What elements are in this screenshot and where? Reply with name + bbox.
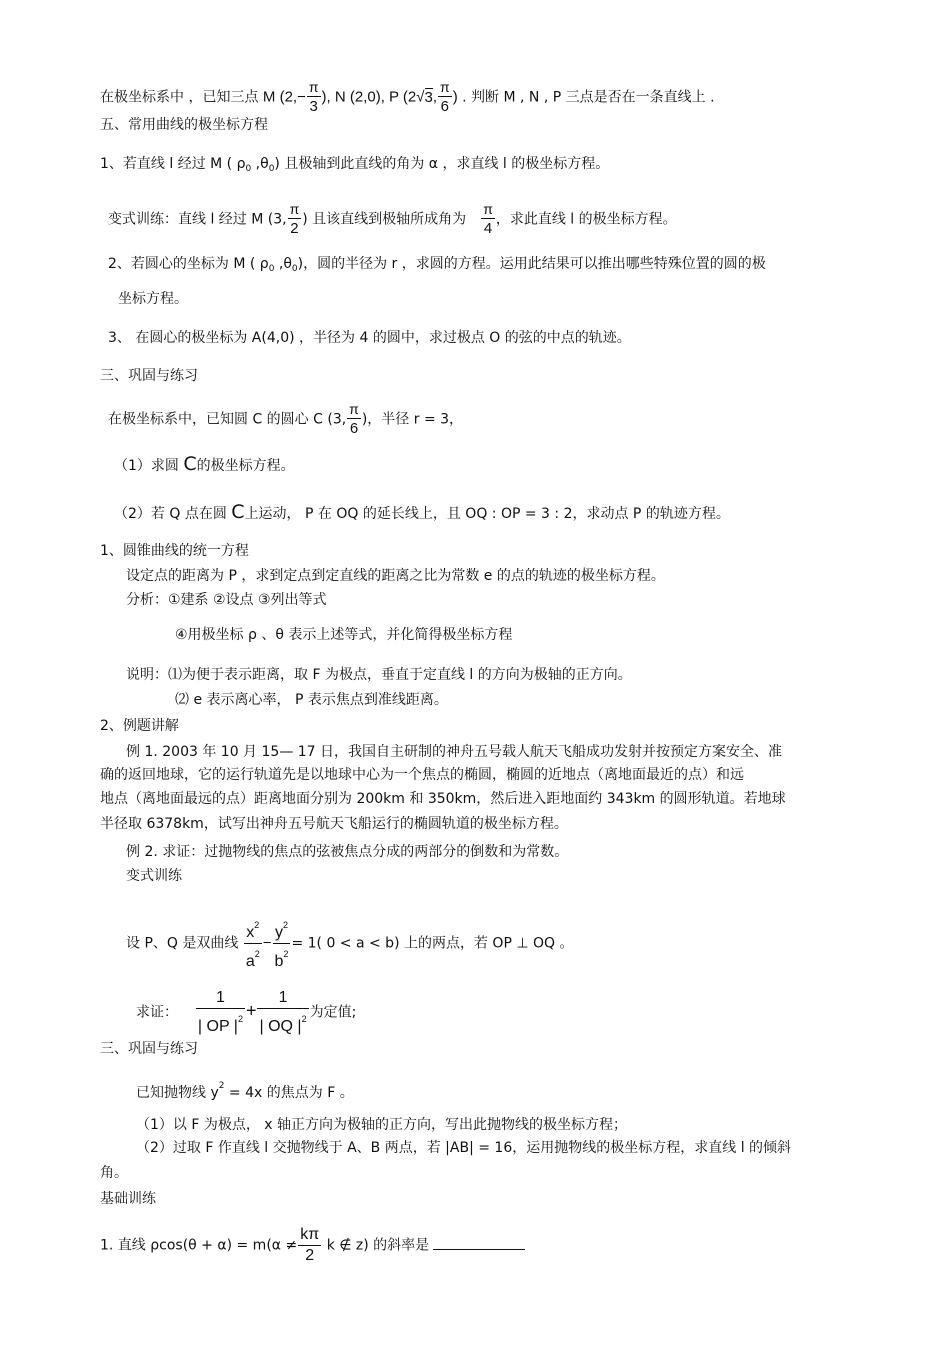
parabola-part-1: （1）以 F 为极点， x 轴正方向为极轴的正方向，写出此抛物线的极坐标方程；: [136, 1117, 628, 1133]
fraction-pi-6b: $\frac{\pi}{6}$: [349, 401, 359, 437]
example-1-line-4: 半径取 6378km，试写出神舟五号航天飞船运行的椭圆轨道的极坐标方程。: [100, 816, 568, 832]
hyperbola-problem: 设 P、Q 是双曲线 $\frac{x^2}{a^2}$ − $\frac{y^2}{b^2}$ = 1( 0 < a < b) 上的两点，若 OP ⊥ OQ 。: [126, 915, 573, 972]
answer-blank[interactable]: [433, 1235, 525, 1250]
example-1-line-1: 例 1. 2003 年 10 月 15— 17 日，我国自主研制的神舟五号载人航天飞船成功发射并按预定方案安全、准: [126, 744, 783, 760]
parabola-problem: 已知抛物线 $y^2 = 4x$ 的焦点为 F 。: [136, 1081, 354, 1101]
question-2-cont: 坐标方程。: [118, 291, 188, 307]
variant-training-1: 变式训练：直线 l 经过 M (3, $\frac{\pi}{2}$ ) 且该直线到极轴所成角为 $\frac{\pi}{4}$ ，求此直线 l 的极坐标方程。: [108, 201, 677, 237]
conic-step-4: ④用极坐标 ρ 、θ 表示上述等式，并化简得极坐标方程: [175, 627, 513, 643]
section-heading-practice-2: 三、巩固与练习: [100, 1041, 198, 1057]
conic-analysis: 分析：①建系 ②设点 ③列出等式: [126, 592, 327, 608]
conic-line-1: 设定点的距离为 P ，求到定点到定直线的距离之比为常数 e 的点的轨迹的极坐标方程。: [126, 568, 665, 584]
example-1-line-3: 地点（离地面最远的点）距离地面分别为 200km 和 350km，然后进入距地面约 343km 的圆形轨道。若地球: [100, 791, 786, 807]
exercise-circle-part-1: （1）求圆 C的极坐标方程。: [114, 453, 295, 475]
section-heading-polar-equations: 五、常用曲线的极坐标方程: [100, 117, 268, 133]
question-3: 3、 在圆心的极坐标为 A(4,0) ，半径为 4 的圆中，求过极点 O 的弦的中点的轨迹。: [108, 330, 631, 346]
variant-training-2-title: 变式训练: [126, 868, 182, 884]
exercise-circle: 在极坐标系中，已知圆 C 的圆心 C (3, $\frac{\pi}{6}$ )，半径 r = 3，: [108, 401, 464, 437]
hyperbola-prove: 求证： $\frac{1}{| OP |^2}$ + $\frac{1}{| OQ |^2}$ 为定值;: [136, 989, 357, 1035]
question-1: 1、若直线 l 经过 M ( $\rho_0$ $,\theta_0$) 且极轴到此直线的角为 α ，求直线 l 的极坐标方程。: [100, 156, 610, 174]
fraction-1-op2: $\frac{1}{| OP |^2}$: [197, 989, 243, 1035]
basic-question-1: 1. 直线 ρcos(θ + α) = m(α ≠ $\frac{k\pi}{2}$ k ∉ z) 的斜率是: [100, 1225, 525, 1266]
fraction-kpi-2: $\frac{k\pi}{2}$: [300, 1226, 320, 1264]
section-heading-practice-1: 三、巩固与练习: [100, 368, 198, 384]
conic-title: 1、圆锥曲线的统一方程: [100, 543, 249, 559]
fraction-1-oq2: $\frac{1}{| OQ |^2}$: [259, 989, 307, 1035]
fraction-pi-4: $\frac{\pi}{4}$: [483, 201, 493, 237]
exercise-circle-part-2: （2）若 Q 点在圆 C上运动， P 在 OQ 的延长线上，且 OQ : OP = 3 : 2，求动点 P 的轨迹方程。: [114, 501, 730, 523]
fraction-y2-b2: $\frac{y^2}{b^2}$: [273, 915, 291, 972]
example-1-line-2: 确的返回地球，它的运行轨道先是以地球中心为一个焦点的椭圆，椭圆的近地点（离地面最近的点）和远: [100, 767, 744, 783]
point-n-p: ), N (2,0), P (2: [321, 88, 417, 106]
fraction-x2-a2: $\frac{x^2}{a^2}$: [244, 915, 262, 972]
conic-note-2: ⑵ e 表示离心率， P 表示焦点到准线距离。: [175, 692, 448, 708]
fraction-pi-3: $\frac{\pi}{3}$: [308, 79, 319, 115]
point-m: M (2,−: [262, 88, 306, 106]
line-three-points: 在极坐标系中 ，已知三点 M (2,− $\frac{\pi}{3}$ ), N (2,0), P (2√3, $\frac{\pi}{6}$ ) . 判断 M , N , P 三点是否在一条直线上 .: [100, 79, 715, 115]
fraction-pi-2: $\frac{\pi}{2}$: [289, 201, 300, 237]
parabola-part-2: （2）过取 F 作直线 l 交抛物线于 A、B 两点，若 |AB| = 16，运用抛物线的极坐标方程，求直线 l 的倾斜: [136, 1140, 792, 1156]
examples-title: 2、例题讲解: [100, 718, 179, 734]
fraction-pi-6: $\frac{\pi}{6}$: [440, 79, 450, 115]
basic-training-title: 基础训练: [100, 1191, 156, 1207]
example-2: 例 2. 求证：过抛物线的焦点的弦被焦点分成的两部分的倒数和为常数。: [126, 844, 569, 860]
question-2: 2、若圆心的坐标为 M ( $\rho_0$ $,\theta_0$)，圆的半径为 r ，求圆的方程。运用此结果可以推出哪些特殊位置的圆的极: [108, 256, 766, 274]
conic-note-1: 说明：⑴为便于表示距离，取 F 为极点，垂直于定直线 l 的方向为极轴的正方向。: [126, 667, 632, 683]
parabola-part-2-cont: 角。: [100, 1165, 128, 1181]
